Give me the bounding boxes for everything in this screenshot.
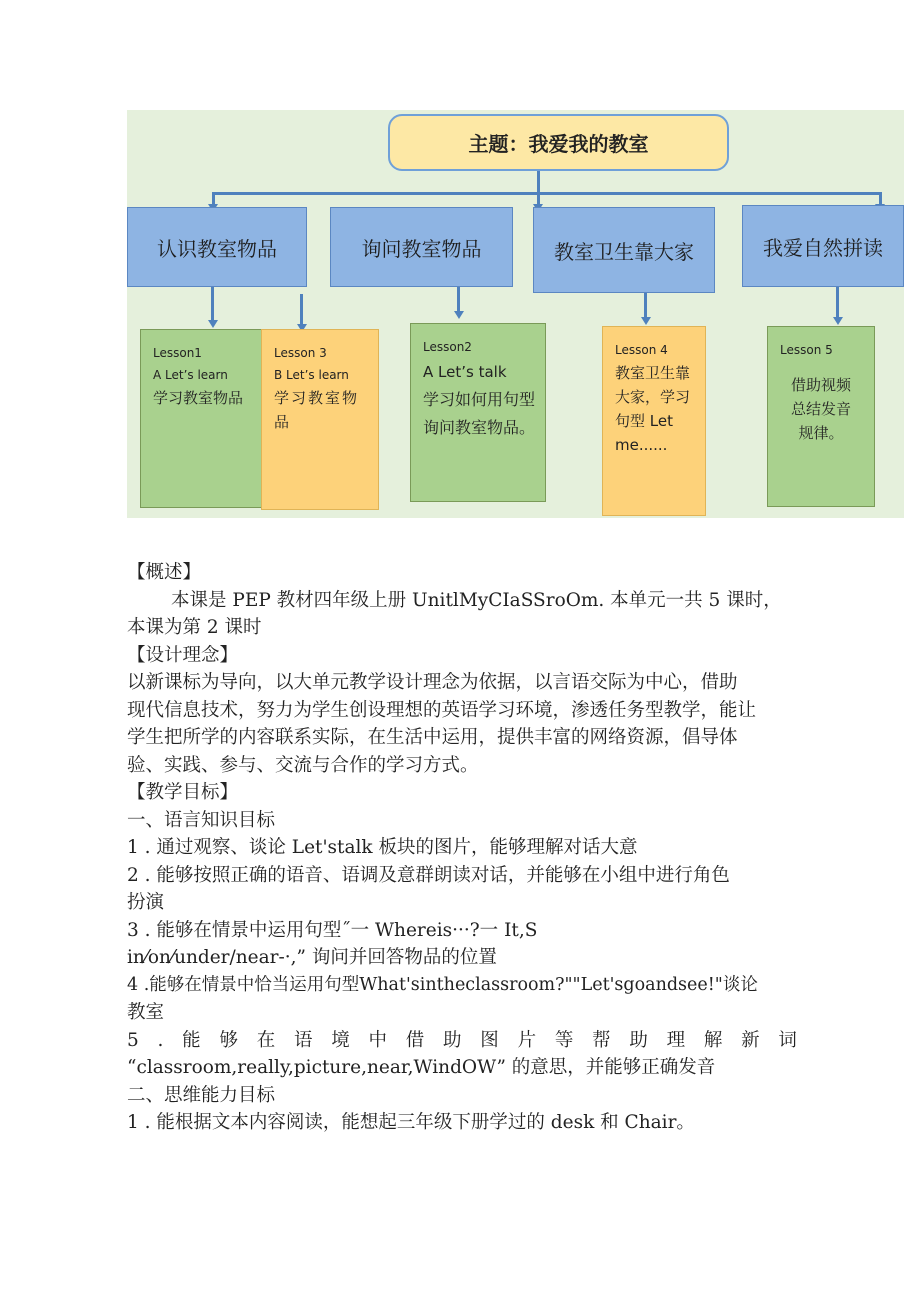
arrow-icon	[641, 317, 651, 325]
lesson-description: 教室卫生靠大家，学习句型 Let me......	[615, 364, 691, 454]
goal-char: 解	[703, 1029, 723, 1051]
goal-item: 1 . 能根据文本内容阅读，能想起三年级下册学过的 desk 和 Chair。	[127, 1112, 695, 1133]
overview-heading: 【概述】	[127, 562, 202, 583]
goal-section-heading: 二、思维能力目标	[127, 1084, 276, 1106]
goal-item: 2 . 能够按照正确的语音、语调及意群朗读对话，并能够在小组中进行角色	[127, 864, 730, 886]
goal-item-continued: “classroom,really,picture,near,WindOW” 的意思，并能够正确发音	[127, 1057, 716, 1078]
lesson-card-4	[602, 326, 706, 516]
goal-char: 图	[480, 1029, 499, 1051]
goal-item-continued: in⁄on⁄under/near-·,” 询问并回答物品的位置	[127, 947, 497, 968]
lesson-connector	[211, 287, 214, 322]
goal-item-continued: 扮演	[127, 892, 165, 913]
goal-char: 借	[405, 1029, 425, 1051]
concept-text-line: 现代信息技术，努力为学生创设理想的英语学习环境，渗透任务型教学，能让	[127, 699, 757, 721]
goal-char: 5	[127, 1029, 139, 1051]
lesson-card-3	[261, 329, 379, 510]
document-text	[127, 559, 797, 1137]
goal-char: 等	[554, 1029, 574, 1051]
lesson-part: A Let’s learn	[153, 368, 228, 382]
arrow-icon	[833, 317, 843, 325]
category-box-hygiene: 教室卫生靠大家	[533, 207, 715, 293]
lesson-card-5	[767, 326, 875, 507]
lesson-number: Lesson1	[153, 346, 202, 360]
goal-item: 3 . 能够在情景中运用句型˝一 Whereis···?一 It‚S	[127, 919, 538, 941]
goal-char: 够	[219, 1029, 238, 1051]
goal-char: 境	[331, 1029, 350, 1051]
lesson-connector	[300, 294, 303, 326]
goal-char: 理	[666, 1029, 686, 1051]
goal-char: 能	[182, 1029, 201, 1051]
goal-char: 词	[778, 1029, 797, 1051]
lesson-number: Lesson 3	[274, 346, 327, 360]
concept-heading: 【设计理念】	[127, 644, 239, 666]
arrow-icon	[208, 320, 218, 328]
overview-text-line: 本课为第 2 课时	[127, 617, 262, 638]
lesson-part: B Let’s learn	[274, 368, 349, 382]
unit-structure-diagram	[127, 110, 904, 518]
overview-text-line: 本课是 PEP 教材四年级上册 UnitlMyCIaSSroOm. 本单元一共 5 课时，	[171, 589, 782, 611]
goal-item: 1 . 通过观察、谈论 Let'stalk 板块的图片，能够理解对话大意	[127, 837, 638, 858]
lesson-card-2	[410, 323, 546, 502]
category-box-phonics: 我爱自然拼读	[742, 205, 904, 287]
category-box-identify: 认识教室物品	[127, 207, 307, 287]
concept-text-line: 验、实践、参与、交流与合作的学习方式。	[127, 754, 479, 776]
goal-item-justified	[127, 1027, 797, 1055]
concept-text-line: 学生把所学的内容联系实际，在生活中运用，提供丰富的网络资源，倡导体	[127, 727, 738, 748]
category-box-ask: 询问教室物品	[330, 207, 513, 287]
goal-char: 助	[629, 1029, 648, 1051]
goal-char: .	[157, 1029, 164, 1051]
goals-heading: 【教学目标】	[127, 782, 239, 803]
theme-title-box: 主题：我爱我的教室	[388, 114, 729, 171]
concept-text-line: 以新课标为导向，以大单元教学设计理念为依据，以言语交际为中心，借助	[127, 672, 738, 693]
goal-char: 语	[293, 1029, 313, 1051]
lesson-description: 学习如何用句型询问教室物品。	[423, 390, 536, 437]
goal-item: 4 .能够在情景中恰当运用句型What'sintheclassroom?""Let'sgoandsee!"谈论	[127, 974, 758, 995]
goal-char: 片	[517, 1029, 537, 1051]
goal-char: 中	[368, 1029, 388, 1051]
lesson-number: Lesson2	[423, 340, 472, 354]
lesson-description: 借助视频总结发音规律。	[790, 376, 851, 442]
lesson-description: 学习教室物品	[153, 389, 244, 407]
lesson-connector	[836, 287, 839, 319]
goal-char: 帮	[592, 1029, 611, 1051]
lesson-connector	[644, 293, 647, 319]
branch-line	[212, 192, 882, 195]
goal-char: 新	[741, 1029, 760, 1051]
goal-section-heading: 一、语言知识目标	[127, 809, 276, 831]
goal-char: 助	[443, 1029, 462, 1051]
lesson-part: A Let’s talk	[423, 363, 507, 381]
lesson-number: Lesson 5	[780, 343, 833, 357]
lesson-card-1	[140, 329, 263, 508]
arrow-icon	[454, 311, 464, 319]
goal-item-continued: 教室	[127, 1002, 165, 1023]
lesson-connector	[457, 287, 460, 313]
goal-char: 在	[256, 1029, 276, 1051]
title-stem-line	[537, 171, 540, 193]
lesson-number: Lesson 4	[615, 343, 668, 357]
lesson-description: 学习教室物品	[274, 389, 360, 431]
